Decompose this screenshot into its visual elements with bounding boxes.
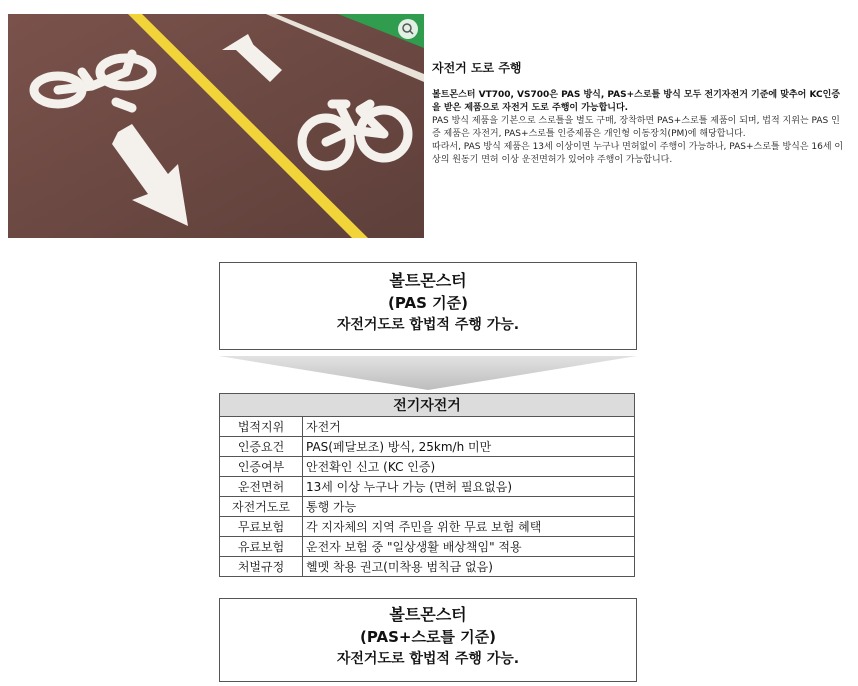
info-title: 자전거 도로 주행 bbox=[432, 61, 522, 75]
spec-label: 무료보험 bbox=[220, 517, 303, 537]
ebike-spec-table bbox=[219, 393, 635, 577]
spec-value: 안전확인 신고 (KC 인증) bbox=[303, 457, 635, 477]
spec-value: 각 지자체의 지역 주민을 위한 무료 보험 혜택 bbox=[303, 517, 635, 537]
pas-standard-box bbox=[219, 262, 637, 350]
throttle-box-standard: (PAS+스로틀 기준) bbox=[360, 628, 496, 646]
table-row bbox=[220, 557, 635, 577]
bike-lane-illustration bbox=[8, 14, 424, 238]
spec-value: 운전자 보험 중 "일상생활 배상책임" 적용 bbox=[303, 537, 635, 557]
spec-label: 법적지위 bbox=[220, 417, 303, 437]
spec-label: 처벌규정 bbox=[220, 557, 303, 577]
pas-box-standard: (PAS 기준) bbox=[388, 294, 468, 312]
spec-label: 유료보험 bbox=[220, 537, 303, 557]
bike-lane-photo bbox=[8, 14, 424, 238]
info-lead: 볼트몬스터 VT700, VS700은 PAS 방식, PAS+스로틀 방식 모두 전기자전거 기준에 맞추어 KC인증을 받은 제품으로 자전거 도로 주행이 가능합니다. bbox=[432, 90, 841, 113]
spec-label: 인증여부 bbox=[220, 457, 303, 477]
spec-label: 운전면허 bbox=[220, 477, 303, 497]
spec-value: 13세 이상 누구나 가능 (면허 필요없음) bbox=[303, 477, 635, 497]
spec-value: 헬멧 착용 권고(미착용 범칙금 없음) bbox=[303, 557, 635, 577]
info-section bbox=[432, 62, 848, 167]
table-row bbox=[220, 457, 635, 477]
info-body-2: 따라서, PAS 방식 제품은 13세 이상이면 누구나 면허없이 주행이 가능하나, PAS+스로틀 방식은 16세 이상의 원동기 면허 이상 운전면허가 있어야 주행이 가능합니다. bbox=[432, 142, 844, 165]
table-row bbox=[220, 477, 635, 497]
table-row bbox=[220, 417, 635, 437]
table-row bbox=[220, 437, 635, 457]
info-body-1: PAS 방식 제품을 기본으로 스로틀을 별도 구매, 장착하면 PAS+스로틀 제품이 되며, 법적 지위는 PAS 인증 제품은 자전거, PAS+스로틀 인증제품은 개인형 이동장치(PM)에 해당합니다. bbox=[432, 116, 840, 139]
down-chevron-arrow-icon bbox=[219, 356, 637, 390]
pas-box-brand: 볼트몬스터 bbox=[389, 271, 467, 290]
pas-throttle-standard-box bbox=[219, 598, 637, 682]
spec-table-header: 전기자전거 bbox=[220, 394, 635, 417]
spec-label: 자전거도로 bbox=[220, 497, 303, 517]
spec-value: 자전거 bbox=[303, 417, 635, 437]
spec-value: 통행 가능 bbox=[303, 497, 635, 517]
spec-value: PAS(페달보조) 방식, 25km/h 미만 bbox=[303, 437, 635, 457]
throttle-box-brand: 볼트몬스터 bbox=[389, 605, 467, 624]
throttle-box-statement: 자전거도로 합법적 주행 가능. bbox=[336, 651, 520, 667]
zoom-magnifier-icon bbox=[398, 19, 418, 39]
table-row bbox=[220, 517, 635, 537]
table-row bbox=[220, 537, 635, 557]
pas-box-statement: 자전거도로 합법적 주행 가능. bbox=[336, 317, 520, 333]
table-row bbox=[220, 497, 635, 517]
spec-label: 인증요건 bbox=[220, 437, 303, 457]
